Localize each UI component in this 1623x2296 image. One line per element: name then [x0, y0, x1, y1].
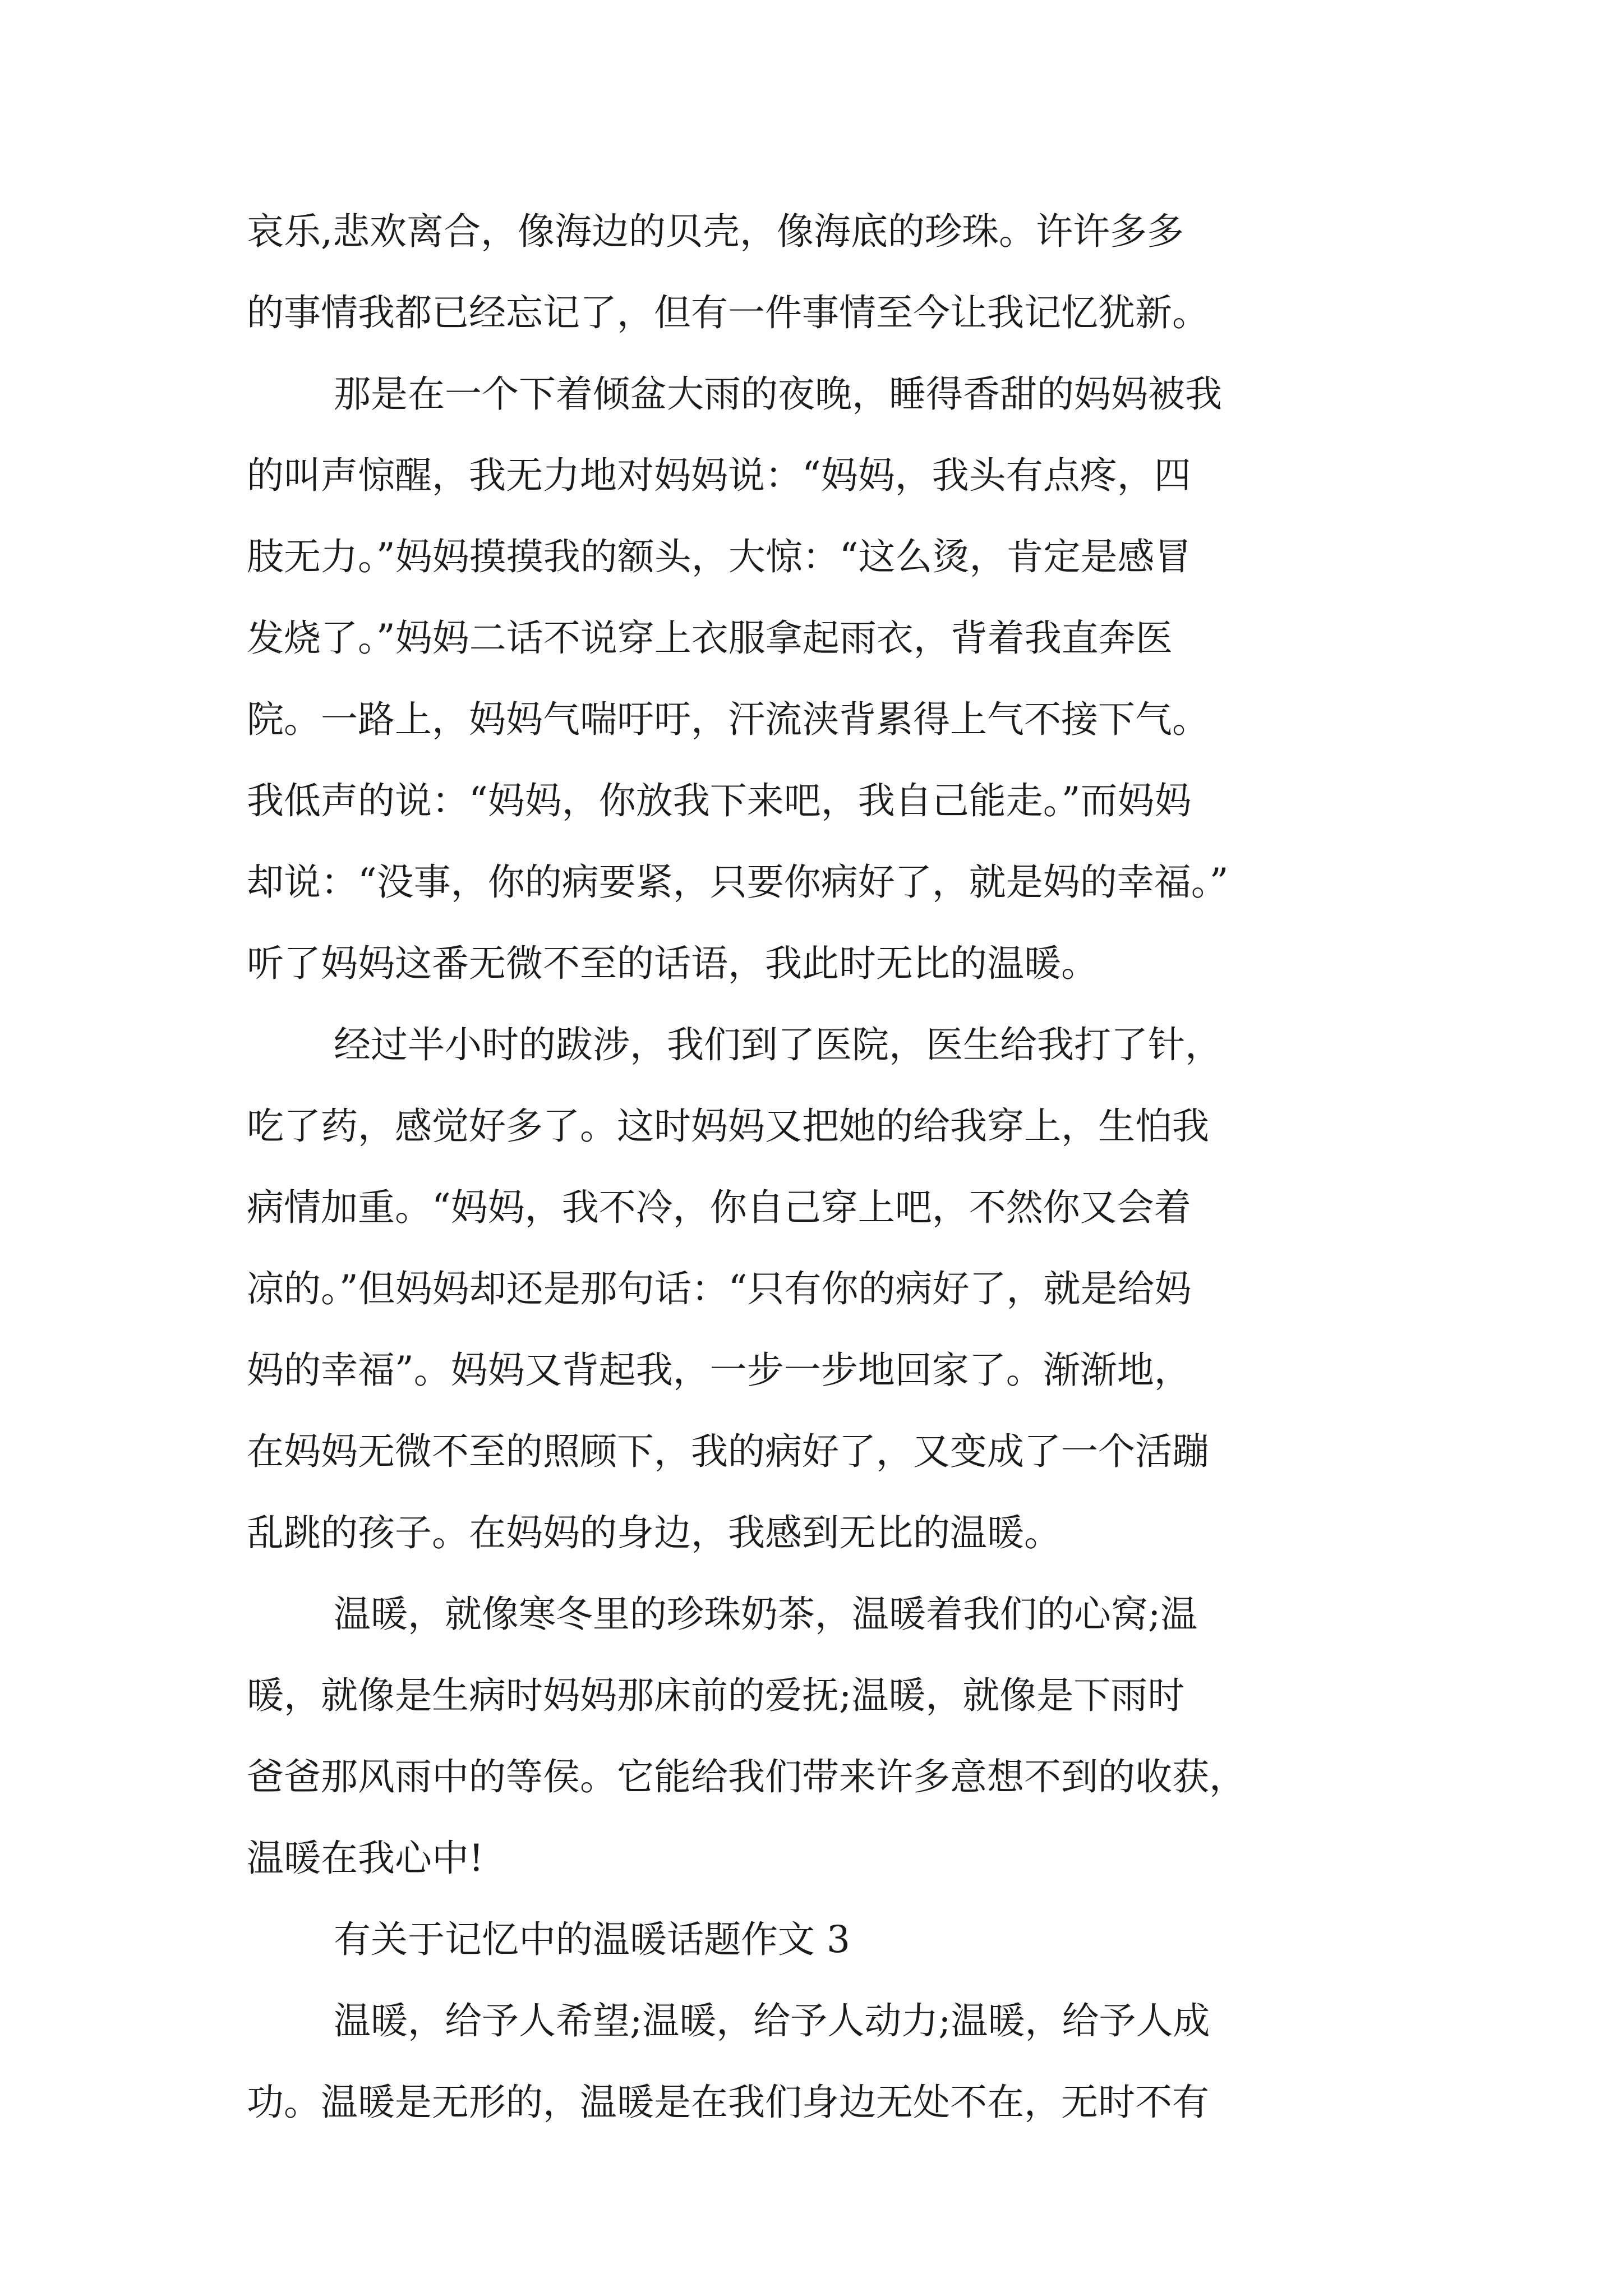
paragraph-start-line: 那是在一个下着倾盆大雨的夜晚，睡得香甜的妈妈被我: [334, 372, 1222, 416]
text-line: 爸爸那风雨中的等侯。它能给我们带来许多意想不到的收获，: [247, 1755, 1246, 1798]
paragraph-start-line: 温暖，就像寒冬里的珍珠奶茶，温暖着我们的心窝;温: [334, 1593, 1198, 1636]
text-line: 暖，就像是生病时妈妈那床前的爱抚;温暖，就像是下雨时: [247, 1674, 1185, 1717]
text-line: 肢无力。”妈妈摸摸我的额头，大惊：“这么烫，肯定是感冒: [247, 535, 1192, 578]
text-line: 妈的幸福”。妈妈又背起我，一步一步地回家了。渐渐地，: [247, 1349, 1191, 1392]
paragraph-start-line: 温暖，给予人希望;温暖，给予人动力;温暖，给予人成: [334, 1999, 1210, 2042]
text-line: 我低声的说：“妈妈，你放我下来吧，我自己能走。”而妈妈: [247, 779, 1192, 822]
text-line: 在妈妈无微不至的照顾下，我的病好了，又变成了一个活蹦: [247, 1430, 1209, 1473]
section-heading: 有关于记忆中的温暖话题作文 3: [334, 1918, 850, 1961]
paragraph-start-line: 经过半小时的跋涉，我们到了医院，医生给我打了针，: [334, 1023, 1222, 1066]
text-line: 发烧了。”妈妈二话不说穿上衣服拿起雨衣，背着我直奔医: [247, 616, 1173, 660]
text-line: 温暖在我心中!: [247, 1837, 484, 1880]
text-line: 的叫声惊醒，我无力地对妈妈说：“妈妈，我头有点疼，四: [247, 454, 1191, 497]
text-line: 的事情我都已经忘记了，但有一件事情至今让我记忆犹新。: [247, 291, 1209, 334]
text-line: 凉的。”但妈妈却还是那句话：“只有你的病好了，就是给妈: [247, 1267, 1192, 1310]
text-line: 哀乐,悲欢离合，像海边的贝壳，像海底的珍珠。许许多多: [247, 210, 1184, 253]
text-line: 却说：“没事，你的病要紧，只要你病好了，就是妈的幸福。”: [247, 861, 1229, 904]
text-line: 吃了药，感觉好多了。这时妈妈又把她的给我穿上，生怕我: [247, 1105, 1209, 1148]
text-line: 功。温暖是无形的，温暖是在我们身边无处不在，无时不有: [247, 2081, 1209, 2124]
text-line: 院。一路上，妈妈气喘吁吁，汗流浃背累得上气不接下气。: [247, 698, 1209, 741]
text-line: 病情加重。“妈妈，我不冷，你自己穿上吧，不然你又会着: [247, 1186, 1191, 1229]
text-line: 乱跳的孩子。在妈妈的身边，我感到无比的温暖。: [247, 1511, 1061, 1554]
text-line: 听了妈妈这番无微不至的话语，我此时无比的温暖。: [247, 942, 1098, 985]
